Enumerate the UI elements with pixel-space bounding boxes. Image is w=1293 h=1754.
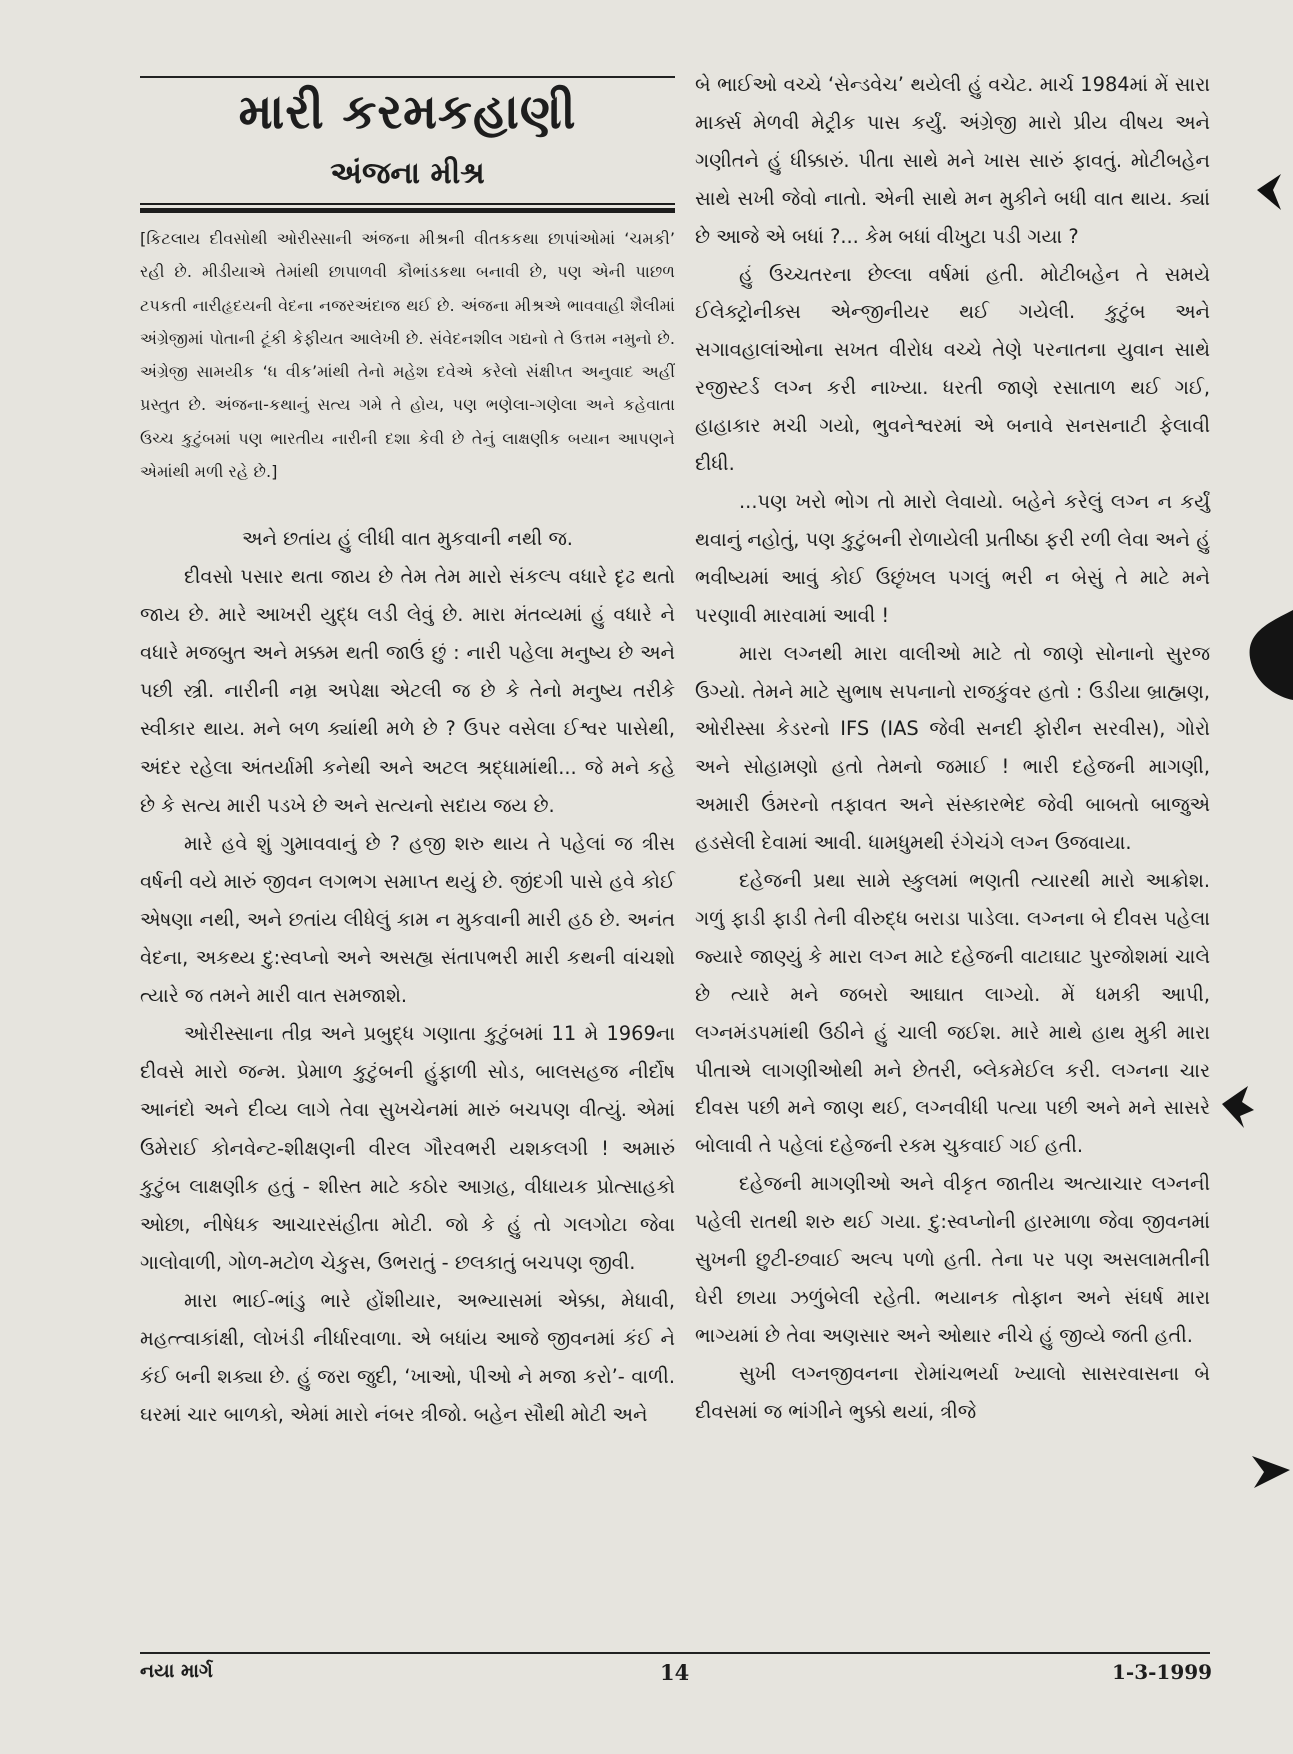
- body-paragraph: હું ઉચ્ચતરના છેલ્લા વર્ષમાં હતી. મોટીબહેન તે સમયે ઈલેક્ટ્રોનીક્સ એન્જીનીયર થઈ ગયેલી. કુટુંબ અને સગાવહાલાંઓના સખત વીરોધ વચ્ચે તેણે પરનાતના યુવાન સાથે રજીસ્ટર્ડ લગ્ન કરી નાખ્યા. ધરતી જાણે રસાતાળ થઈ ગઈ, હાહાકાર મચી ગયો, ભુવનેશ્વરમાં એ બનાવે સનસનાટી ફેલાવી દીધી.: [695, 262, 1210, 476]
- footer-rule: [140, 1652, 1210, 1654]
- body-paragraph: અને છતાંય હું લીધી વાત મુકવાની નથી જ.: [242, 527, 573, 550]
- body-paragraph: ...પણ ખરો ભોગ તો મારો લેવાયો. બહેને કરેલું લગ્ન ન કર્યું થવાનું નહોતું, પણ કુટુંબની રોળાયેલી પ્રતીષ્ઠા ફરી રળી લેવા અને હું ભવીષ્યમાં આવું કોઈ ઉછૃંખલ પગલું ભરી ન બેસું તે માટે મને પરણાવી મારવામાં આવી !: [695, 489, 1210, 627]
- left-column: [140, 520, 675, 1434]
- article-author: અંજના મીશ્ર: [330, 156, 485, 191]
- top-rule: [140, 76, 675, 78]
- body-paragraph: મારા ભાઈ-ભાંડુ ભારે હોંશીયાર, અભ્યાસમાં એક્કા, મેધાવી, મહત્ત્વાકાંક્ષી, લોખંડી નીર્ધારવાળા. એ બધાંય આજે જીવનમાં કંઈ ને કંઈ બની શક્યા છે. હું જરા જુદી, ‘ખાઓ, પીઓ ને મજા કરો’- વાળી. ઘરમાં ચાર બાળકો, એમાં મારો નંબર ત્રીજો. બહેન સૌથી મોટી અને: [140, 1288, 675, 1427]
- body-paragraph: દહેજની માગણીઓ અને વીકૃત જાતીય અત્યાચાર લગ્નની પહેલી રાતથી શરુ થઈ ગયા. દુ:સ્વપ્નોની હારમાળા જેવા જીવનમાં સુખની છુટી-છવાઈ અલ્પ પળો હતી. તેના પર પણ અસલામતીની ઘેરી છાયા ઝળુંબેલી રહેતી. ભયાનક તોફાન અને સંઘર્ષ મારા ભાગ્યમાં છે તેવા અણસાર અને ઓથાર નીચે હું જીવ્યે જતી હતી.: [695, 1172, 1210, 1347]
- paper-damage-mark: [1255, 160, 1285, 220]
- page-number: 14: [660, 1660, 690, 1685]
- body-paragraph: દહેજની પ્રથા સામે સ્કુલમાં ભણતી ત્યારથી મારો આક્રોશ. ગળું ફાડી ફાડી તેની વીરુદ્ધ બરાડા પાડેલા. લગ્નના બે દીવસ પહેલા જ્યારે જાણ્યું કે મારા લગ્ન માટે દહેજની વાટાઘાટ પુરજોશમાં ચાલે છે ત્યારે મને જબરો આઘાત લાગ્યો. મેં ધમકી આપી, લગ્નમંડપમાંથી ઉઠીને હું ચાલી જઈશ. મારે માથે હાથ મુકી મારા પીતાએ લાગણીઓથી મને છેતરી, બ્લેકમેઈલ કરી. લગ્નના ચાર દીવસ પછી મને જાણ થઈ, લગ્નવીધી પત્યા પછી અને મને સાસરે બોલાવી તે પહેલાં દહેજની રકમ ચુકવાઈ ગઈ હતી.: [695, 869, 1210, 1158]
- paper-hole: [1240, 610, 1293, 700]
- body-paragraph: બે ભાઈઓ વચ્ચે ‘સેન્ડવેચ’ થયેલી હું વચેટ. માર્ચ 1984માં મેં સારા માર્ક્સ મેળવી મેટ્રીક પાસ કર્યું. અંગ્રેજી મારો પ્રીય વીષય અને ગણીતને હું ધીક્કારું. પીતા સાથે મને ખાસ સારું ફાવતું. મોટીબહેન સાથે સખી જેવો નાતો. એની સાથે મન મુકીને બધી વાત થાય. ક્યાં છે આજે એ બધાં ?... કેમ બધાં વીખુટા પડી ગયા ?: [695, 73, 1210, 248]
- body-paragraph: ઓરીસ્સાના તીવ્ર અને પ્રબુદ્ધ ગણાતા કુટુંબમાં 11 મે 1969ના દીવસે મારો જન્મ. પ્રેમાળ કુટુંબની હુંફાળી સોડ, બાલસહજ નીર્દોષ આનંદો અને દીવ્ય લાગે તેવા સુખચેનમાં મારું બચપણ વીત્યું. એમાં ઉમેરાઈ કોનવેન્ટ-શીક્ષણની વીરલ ગૌરવભરી યશકલગી ! અમારું કુટુંબ લાક્ષણીક હતું - શીસ્ત માટે કઠોર આગ્રહ, વીધાયક પ્રોત્સાહકો ઓછા, નીષેધક આચારસંહીતા મોટી. જો કે હું તો ગલગોટા જેવા ગાલોવાળી, ગોળ-મટોળ ચેકુસ, ઉભરાતું - છલકાતું બચપણ જીવી.: [140, 1022, 675, 1274]
- publication-name: નયા માર્ગ: [140, 1660, 213, 1682]
- paper-damage-mark: [1218, 1080, 1258, 1130]
- body-paragraph: મારે હવે શું ગુમાવવાનું છે ? હજી શરુ થાય તે પહેલાં જ ત્રીસ વર્ષની વયે મારું જીવન લગભગ સમાપ્ત થયું છે. જીંદગી પાસે હવે કોઈ એષણા નથી, અને છતાંય લીધેલું કામ ન મુકવાની મારી હઠ છે. અનંત વેદના, અકથ્ય દુ:સ્વપ્નો અને અસહ્ય સંતાપભરી મારી કથની વાંચશો ત્યારે જ તમને મારી વાત સમજાશે.: [140, 831, 675, 1008]
- body-paragraph: સુખી લગ્નજીવનના રોમાંચભર્યા ખ્યાલો સાસરવાસના બે દીવસમાં જ ભાંગીને ભુક્કો થયાં, ત્રીજે: [695, 1361, 1210, 1423]
- article-title: મારી કરમકહાણી: [238, 84, 577, 140]
- body-paragraph: મારા લગ્નથી મારા વાલીઓ માટે તો જાણે સોનાનો સુરજ ઉગ્યો. તેમને માટે સુભાષ સપનાનો રાજકુંવર હતો : ઉડીયા બ્રાહ્મણ, ઓરીસ્સા કેડરનો IFS (IAS જેવી સનદી ફોરીન સરવીસ), ગોરો અને સોહામણો હતો તેમનો જમાઈ ! ભારી દહેજની માગણી, અમારી ઉંમરનો તફાવત અને સંસ્કારભેદ જેવી બાબતો બાજુએ હડસેલી દેવામાં આવી. ધામધુમથી રંગેચંગે લગ્ન ઉજવાયા.: [695, 641, 1210, 855]
- intro-paragraph: [કિટલાય દીવસોથી ઓરીસ્સાની અંજના મીશ્રની વીતકકથા છાપાંઓમાં ‘ચમકી’ રહી છે. મીડીયાએ તેમાંથી છાપાળવી કૌભાંડકથા બનાવી છે, પણ એની પાછળ ટપકતી નારીહૃદયની વેદના નજરઅંદાજ થઈ છે. અંજના મીશ્રએ ભાવવાહી શૈલીમાં અંગ્રેજીમાં પોતાની ટૂંકી કેફીયત આલેખી છે. સંવેદનશીલ ગદ્યનો તે ઉત્તમ નમુનો છે. અંગ્રેજી સામયીક ‘ધ વીક’માંથી તેનો મહેશ દવેએ કરેલો સંક્ષીપ્ત અનુવાદ અહીં પ્રસ્તુત છે. અંજના-કથાનું સત્ય ગમે તે હોય, પણ ભણેલા-ગણેલા અને કહેવાતા ઉચ્ચ કુટુંબમાં પણ ભારતીય નારીની દશા કેવી છે તેનું લાક્ષણીક બયાન આપણને એમાંથી મળી રહે છે.]: [140, 229, 675, 482]
- article-intro: [140, 222, 675, 488]
- paper-damage-mark: [1250, 1452, 1293, 1492]
- title-divider: [140, 203, 675, 214]
- body-paragraph: દીવસો પસાર થતા જાય છે તેમ તેમ મારો સંકલ્પ વધારે દૃઢ થતો જાય છે. મારે આખરી યુદ્ધ લડી લેવું છે. મારા મંતવ્યમાં હું વધારે ને વધારે મજબુત અને મક્કમ થતી જાઉં છું : નારી પહેલા મનુષ્ય છે અને પછી સ્ત્રી. નારીની નમ્ર અપેક્ષા એટલી જ છે કે તેનો મનુષ્ય તરીકે સ્વીકાર થાય. મને બળ ક્યાંથી મળે છે ? ઉપર વસેલા ઈશ્વર પાસેથી, અંદર રહેલા અંતર્યામી કનેથી અને અટલ શ્રદ્ધામાંથી... જે મને કહે છે કે સત્ય મારી પડખે છે અને સત્યનો સદાય જય છે.: [140, 565, 675, 817]
- right-column: [695, 66, 1210, 1431]
- issue-date: 1-3-1999: [1112, 1660, 1213, 1684]
